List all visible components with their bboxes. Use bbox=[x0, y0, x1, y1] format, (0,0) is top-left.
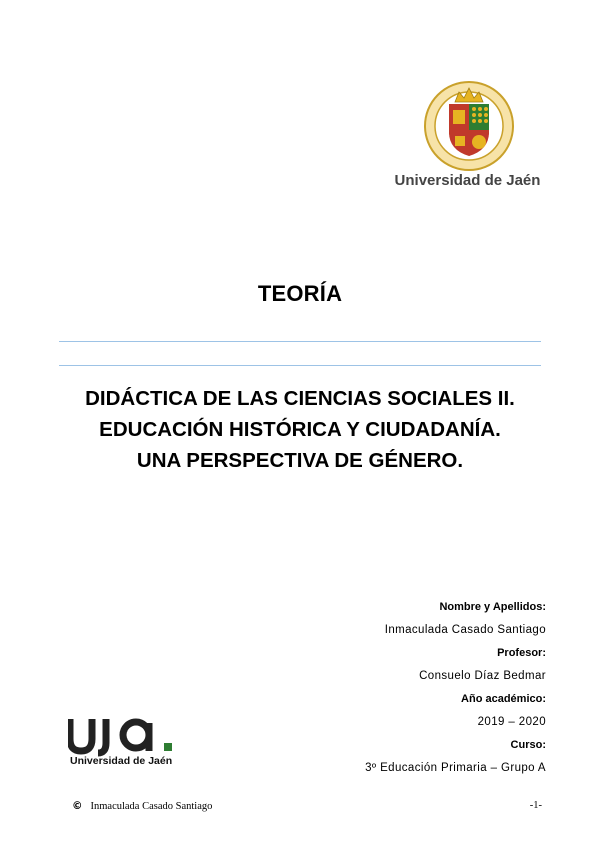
teacher-label: Profesor: bbox=[497, 647, 546, 659]
footer-author bbox=[72, 800, 212, 812]
divider-line bbox=[59, 341, 541, 342]
subject-line: DIDÁCTICA DE LAS CIENCIAS SOCIALES II. bbox=[85, 387, 515, 410]
teacher-value: Consuelo Díaz Bedmar bbox=[419, 670, 546, 682]
uja-caption: Universidad de Jaén bbox=[70, 755, 173, 767]
subject-title bbox=[40, 383, 560, 476]
name-value: Inmaculada Casado Santiago bbox=[384, 624, 546, 636]
student-info bbox=[246, 599, 546, 783]
year-label: Año académico: bbox=[461, 693, 546, 705]
copyright-icon: © bbox=[72, 800, 83, 812]
university-name: Universidad de Jaén bbox=[394, 172, 541, 189]
subject-line: UNA PERSPECTIVA DE GÉNERO. bbox=[136, 449, 464, 472]
course-value: 3º Educación Primaria – Grupo A bbox=[365, 762, 546, 774]
divider-line bbox=[59, 365, 541, 366]
subject-line: EDUCACIÓN HISTÓRICA Y CIUDADANÍA. bbox=[99, 418, 501, 441]
name-label: Nombre y Apellidos: bbox=[439, 601, 546, 613]
footer-author-name: Inmaculada Casado Santiago bbox=[90, 801, 213, 812]
year-value: 2019 – 2020 bbox=[477, 716, 546, 728]
document-heading: TEORÍA bbox=[257, 281, 343, 306]
course-label: Curso: bbox=[510, 739, 546, 751]
university-crest-icon bbox=[419, 80, 519, 172]
page-number: -1- bbox=[529, 800, 542, 811]
